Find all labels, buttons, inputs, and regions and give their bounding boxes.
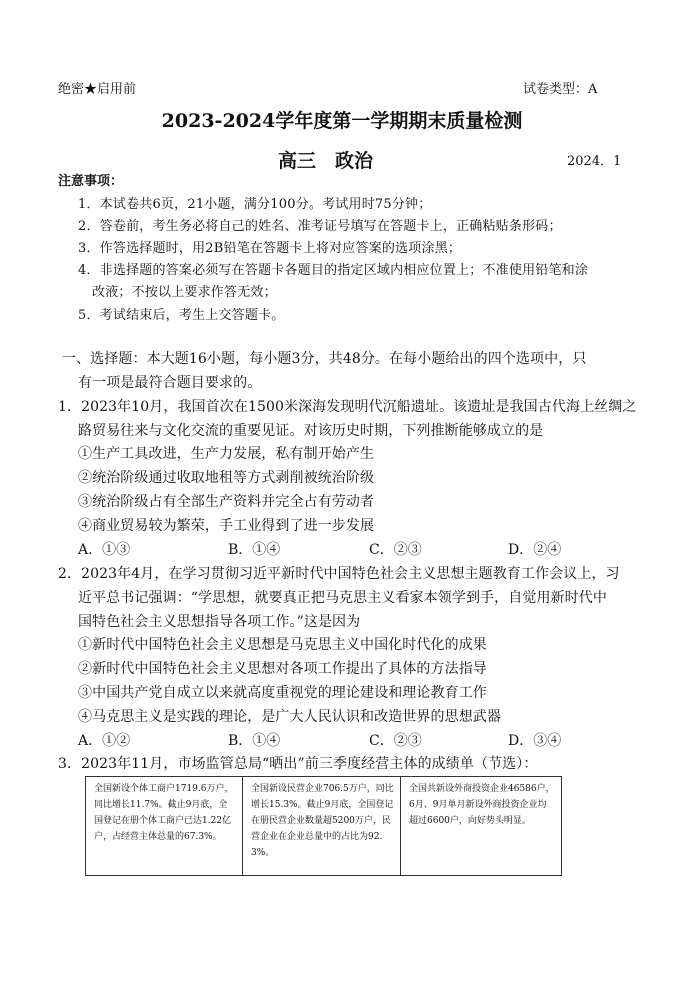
q3-table-cell-individual: 全国新设个体工商户1719.6万户，同比增长11.7%。截止9月底，全国登记在册个体工商户已达1.22亿户，占经营主体总量的67.3%。 — [94, 784, 234, 842]
q2-stem: 2．2023年4月，在学习贯彻习近平新时代中国特色社会主义思想主题教育工作会议上，习 — [58, 566, 620, 582]
q3-stem: 3．2023年11月，市场监管总局“晒出”前三季度经营主体的成绩单（节选）： — [58, 756, 538, 772]
notice-item: 改液；不按以上要求作答无效； — [92, 285, 277, 300]
confidential-mark: 绝密★启用前 — [58, 82, 137, 97]
q2-option-b[interactable]: B．①④ — [228, 733, 281, 749]
page-subtitle: 高三 政治 — [278, 150, 374, 172]
page-title: 2023-2024学年度第一学期期末质量检测 — [161, 110, 523, 132]
section-heading: 一、选择题：本大题16小题，每小题3分，共48分。在每小题给出的四个选项中，只 — [62, 351, 587, 367]
exam-date: 2024．1 — [567, 154, 622, 169]
notice-item: 4．非选择题的答案必须写在答题卡各题目的指定区域内相应位置上；不准使用铅笔和涂 — [78, 263, 589, 278]
q2-option-a[interactable]: A．①② — [78, 733, 131, 749]
q3-table-cell-foreign: 全国共新设外商投资企业46586户，6月、9月单月新设外商投资企业均超过6600户，向好势头明显。 — [400, 777, 561, 875]
q2-option-d[interactable]: D．③④ — [508, 733, 562, 749]
notice-heading: 注意事项： — [58, 174, 124, 189]
q2-stem: 近平总书记强调：“学思想，就要真正把马克思主义看家本领学到手，自觉用新时代中 — [78, 590, 607, 606]
q1-item: ④商业贸易较为繁荣，手工业得到了进一步发展 — [78, 518, 375, 534]
q2-item: ②新时代中国特色社会主义思想对各项工作提出了具体的方法指导 — [78, 661, 487, 677]
q1-stem: 1．2023年10月，我国首次在1500米深海发现明代沉船遗址。该遗址是我国古代海上丝绸之 — [58, 399, 637, 415]
notice-item: 3．作答选择题时，用2B铅笔在答题卡上将对应答案的选项涂黑； — [78, 241, 462, 256]
notice-item: 2．答卷前，考生务必将自己的姓名、准考证号填写在答题卡上，正确粘贴条形码； — [78, 219, 562, 234]
q1-item: ③统治阶级占有全部生产资料并完全占有劳动者 — [78, 494, 375, 510]
q1-option-d[interactable]: D．②④ — [508, 542, 562, 558]
q2-option-c[interactable]: C．②③ — [369, 733, 422, 749]
q1-option-c[interactable]: C．②③ — [369, 542, 422, 558]
notice-item: 1．本试卷共6页，21小题，满分100分。考试用时75分钟； — [78, 197, 432, 212]
q3-data-table — [85, 776, 562, 876]
q1-option-a[interactable]: A．①③ — [78, 542, 131, 558]
q1-item: ①生产工具改进，生产力发展，私有制开始产生 — [78, 446, 375, 462]
q2-stem: 国特色社会主义思想指导各项工作。”这是因为 — [78, 614, 361, 630]
q3-table-cell-private: 全国新设民营企业706.5万户，同比增长15.3%。截止9月底，全国登记在册民营企业数量超5200万户，民营企业在企业总量中的占比为92.3%。 — [242, 777, 400, 875]
q2-item: ④马克思主义是实践的理论，是广大人民认识和改造世界的思想武器 — [78, 709, 501, 725]
notice-item: 5．考试结束后，考生上交答题卡。 — [78, 308, 285, 323]
q2-item: ③中国共产党自成立以来就高度重视党的理论建设和理论教育工作 — [78, 685, 487, 701]
q2-item: ①新时代中国特色社会主义思想是马克思主义中国化时代化的成果 — [78, 637, 487, 653]
paper-type: 试卷类型：A — [523, 82, 598, 97]
q1-option-b[interactable]: B．①④ — [228, 542, 281, 558]
section-heading-cont: 有一项是最符合题目要求的。 — [78, 375, 262, 391]
q1-item: ②统治阶级通过收取地租等方式剥削被统治阶级 — [78, 470, 375, 486]
q1-stem: 路贸易往来与文化交流的重要见证。对该历史时期，下列推断能够成立的是 — [78, 423, 544, 439]
